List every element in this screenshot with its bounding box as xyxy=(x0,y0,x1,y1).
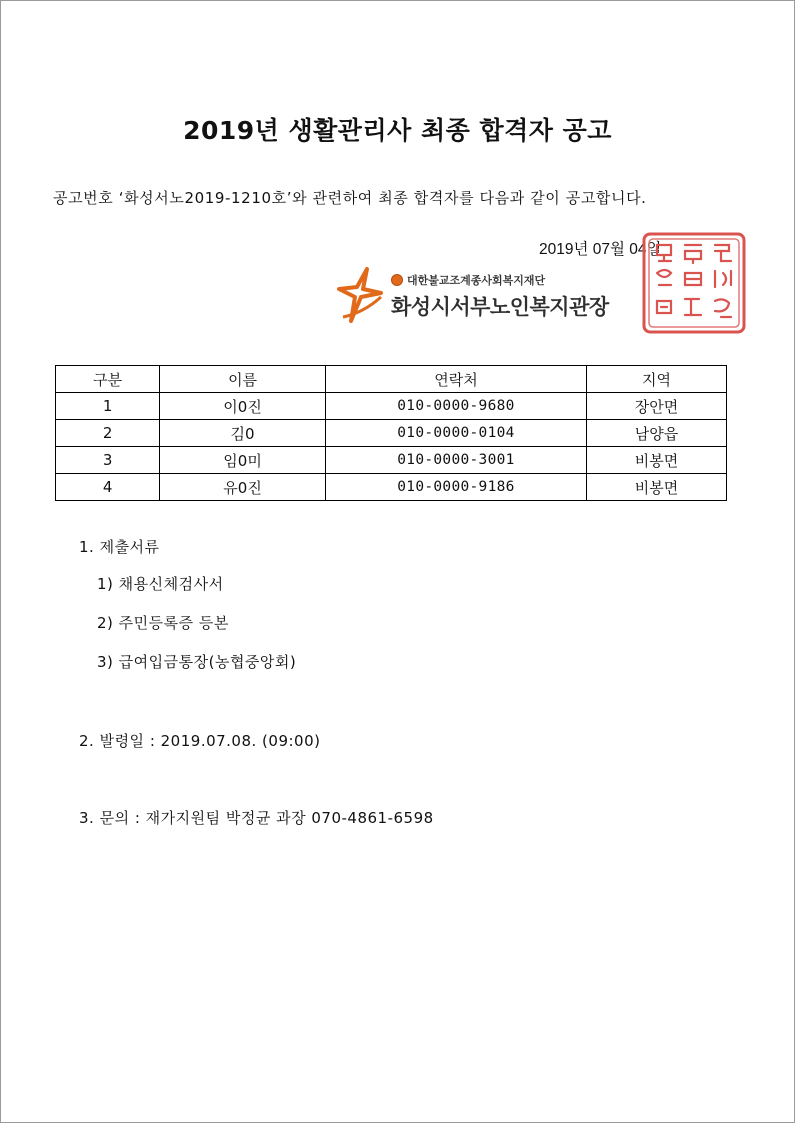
header-name: 이름 xyxy=(160,366,326,393)
cell-name: 이0진 xyxy=(160,393,326,420)
issuer-logo xyxy=(337,267,607,325)
cell-no: 1 xyxy=(56,393,160,420)
section-start-date: 2. 발령일 : 2019.07.08. (09:00) xyxy=(79,732,321,750)
cell-region: 장안면 xyxy=(587,393,727,420)
header-no: 구분 xyxy=(56,366,160,393)
cell-phone: 010-0000-0104 xyxy=(325,420,586,447)
documents-item-1: 1) 채용신체검사서 xyxy=(97,575,224,593)
cell-phone: 010-0000-9680 xyxy=(325,393,586,420)
successful-candidates-table xyxy=(55,365,727,501)
documents-item-3: 3) 급여입금통장(농협중앙회) xyxy=(97,653,297,671)
document-title: 2019년 생활관리사 최종 합격자 공고 xyxy=(183,116,612,145)
issuer-org-label xyxy=(391,272,545,288)
header-phone: 연락처 xyxy=(325,366,586,393)
star-swoosh-logo-icon xyxy=(337,267,387,325)
table-row xyxy=(56,420,727,447)
cell-no: 2 xyxy=(56,420,160,447)
cell-region: 비봉면 xyxy=(587,474,727,501)
cell-name: 임0미 xyxy=(160,447,326,474)
buddhist-emblem-icon xyxy=(391,274,403,286)
cell-name: 유0진 xyxy=(160,474,326,501)
cell-region: 비봉면 xyxy=(587,447,727,474)
announcement-date: 2019년 07월 04일 xyxy=(539,241,662,258)
table-row xyxy=(56,447,727,474)
org-label-text: 대한불교조계종사회복지재단 xyxy=(407,274,546,287)
cell-region: 남양읍 xyxy=(587,420,727,447)
table-header-row xyxy=(56,366,727,393)
cell-phone: 010-0000-9186 xyxy=(325,474,586,501)
intro-text: 공고번호 ‘화성서노2019-1210호’와 관련하여 최종 합격자를 다음과 같이 공고합니다. xyxy=(53,189,647,207)
cell-name: 김0 xyxy=(160,420,326,447)
cell-no: 4 xyxy=(56,474,160,501)
issuer-name: 화성시서부노인복지관장 xyxy=(391,295,609,319)
header-region: 지역 xyxy=(587,366,727,393)
cell-phone: 010-0000-3001 xyxy=(325,447,586,474)
section-documents-title: 1. 제출서류 xyxy=(79,538,160,556)
section-contact: 3. 문의 : 재가지원팀 박정균 과장 070-4861-6598 xyxy=(79,809,434,827)
table-row xyxy=(56,393,727,420)
table-row xyxy=(56,474,727,501)
cell-no: 3 xyxy=(56,447,160,474)
official-seal-stamp-icon xyxy=(641,231,747,335)
documents-item-2: 2) 주민등록증 등본 xyxy=(97,614,229,632)
